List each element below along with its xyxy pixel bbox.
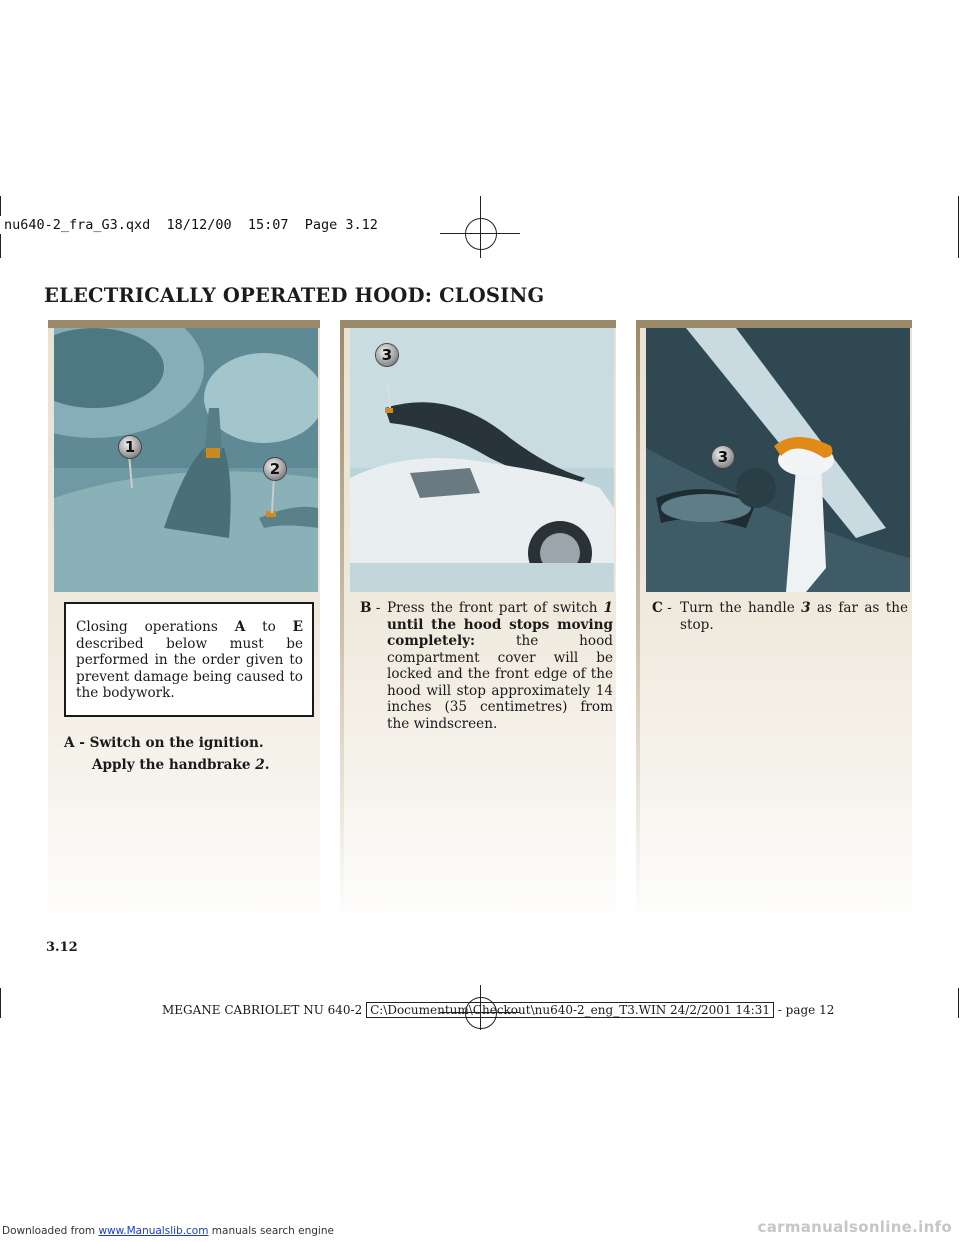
callout-3: 3 — [712, 446, 734, 468]
download-credit: Downloaded from www.Manualslib.com manuals search engine — [2, 1225, 334, 1237]
step-a: A - Switch on the ignition. Apply the handbrake 2. — [64, 735, 270, 773]
page-title: ELECTRICALLY OPERATED HOOD: CLOSING — [44, 284, 545, 307]
registration-mark — [465, 218, 497, 250]
page-number: 3.12 — [46, 940, 78, 955]
caution-box: Closing operations A to E described below must be performed in the order given to prevent damage being caused to the bodywork. — [64, 602, 314, 717]
crop-mark — [958, 988, 959, 1018]
crop-mark — [958, 196, 959, 258]
watermark: carmanualsonline.info — [757, 1218, 952, 1236]
callout-1: 1 — [119, 436, 141, 458]
step-c: C - Turn the handle 3 as far as the stop. — [652, 600, 909, 633]
step-b: B - Press the front part of switch 1 until the hood stops moving completely: the hood compartment cover will be locked and the front edge of the hood will stop approximately 14 inches (35 centimetres) from the windscreen. — [360, 600, 613, 732]
photo-car-hood — [350, 328, 614, 592]
callout-2: 2 — [264, 458, 286, 480]
callout-3: 3 — [376, 344, 398, 366]
file-slug: nu640-2_fra_G3.qxd 18/12/00 15:07 Page 3.12 — [0, 216, 382, 234]
manualslib-link[interactable]: www.Manualslib.com — [98, 1225, 209, 1237]
photo-hood-handle — [646, 328, 910, 592]
print-footer: MEGANE CABRIOLET NU 640-2 C:\Documentum\Checkout\nu640-2_eng_T3.WIN 24/2/2001 14:31 - page 12 — [162, 1003, 835, 1017]
crop-mark — [0, 988, 1, 1018]
